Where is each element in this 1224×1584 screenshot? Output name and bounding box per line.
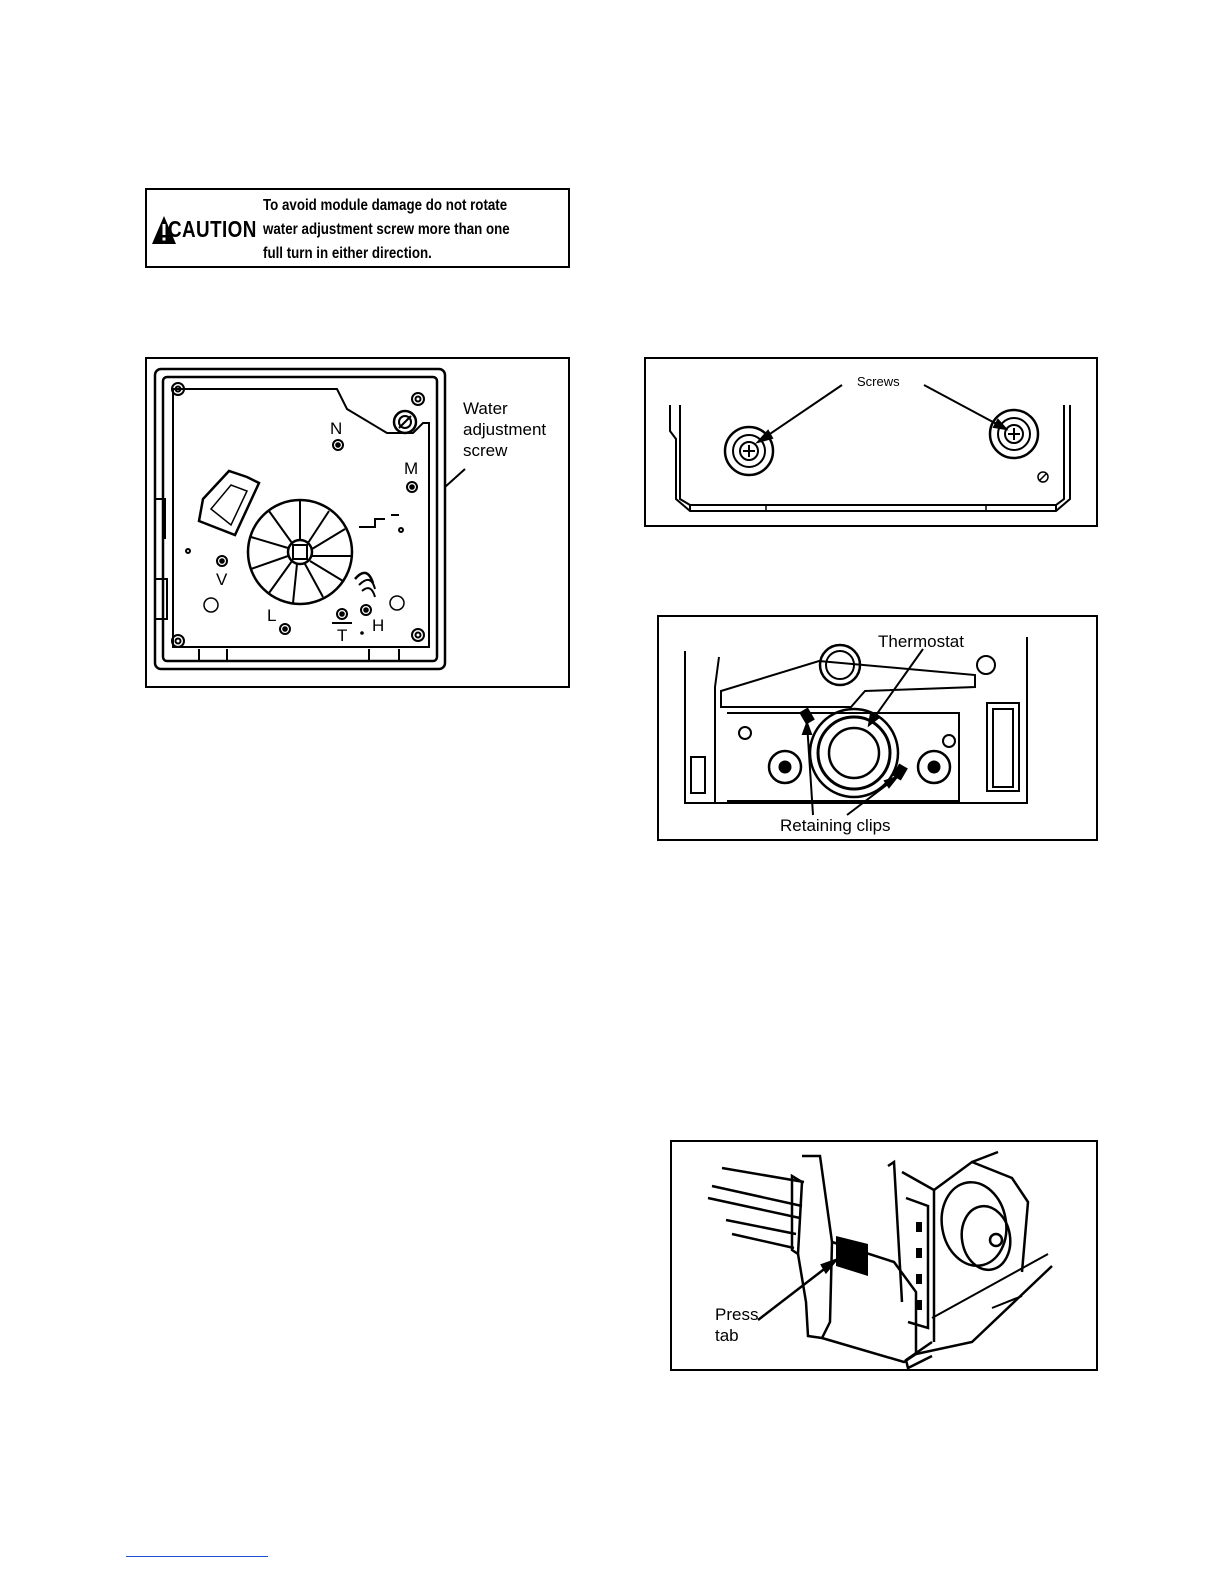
press-tab-callout-line-1: Press [715,1305,759,1324]
figure-module [145,357,570,688]
water-adjustment-screw-callout-line-1: Water [463,399,508,418]
caution-box [145,188,570,268]
terminal-label-h: H [372,616,385,635]
caution-label: CAUTION [168,216,257,242]
terminal-label-v: V [216,570,228,589]
terminal-label-m: M [404,459,419,478]
terminal-label-l: L [267,606,277,625]
press-tab-callout-line-2: tab [715,1326,739,1345]
figure-screws [644,357,1098,527]
module-drawing [147,359,572,690]
thermostat-callout: Thermostat [878,632,964,651]
screws-callout: Screws [857,374,900,389]
terminal-label-n: N [330,419,343,438]
water-adjustment-screw-callout-line-3: screw [463,441,508,460]
figure-press-tab [670,1140,1098,1371]
footnote-rule [126,1556,268,1557]
caution-text: To avoid module damage do not rotate water adjustment screw more than one full turn in either direction. [263,197,510,262]
terminal-label-t: T [337,626,348,645]
retaining-clips-callout: Retaining clips [780,816,891,835]
figure-thermostat [657,615,1098,841]
water-adjustment-screw-callout-line-2: adjustment [463,420,547,439]
